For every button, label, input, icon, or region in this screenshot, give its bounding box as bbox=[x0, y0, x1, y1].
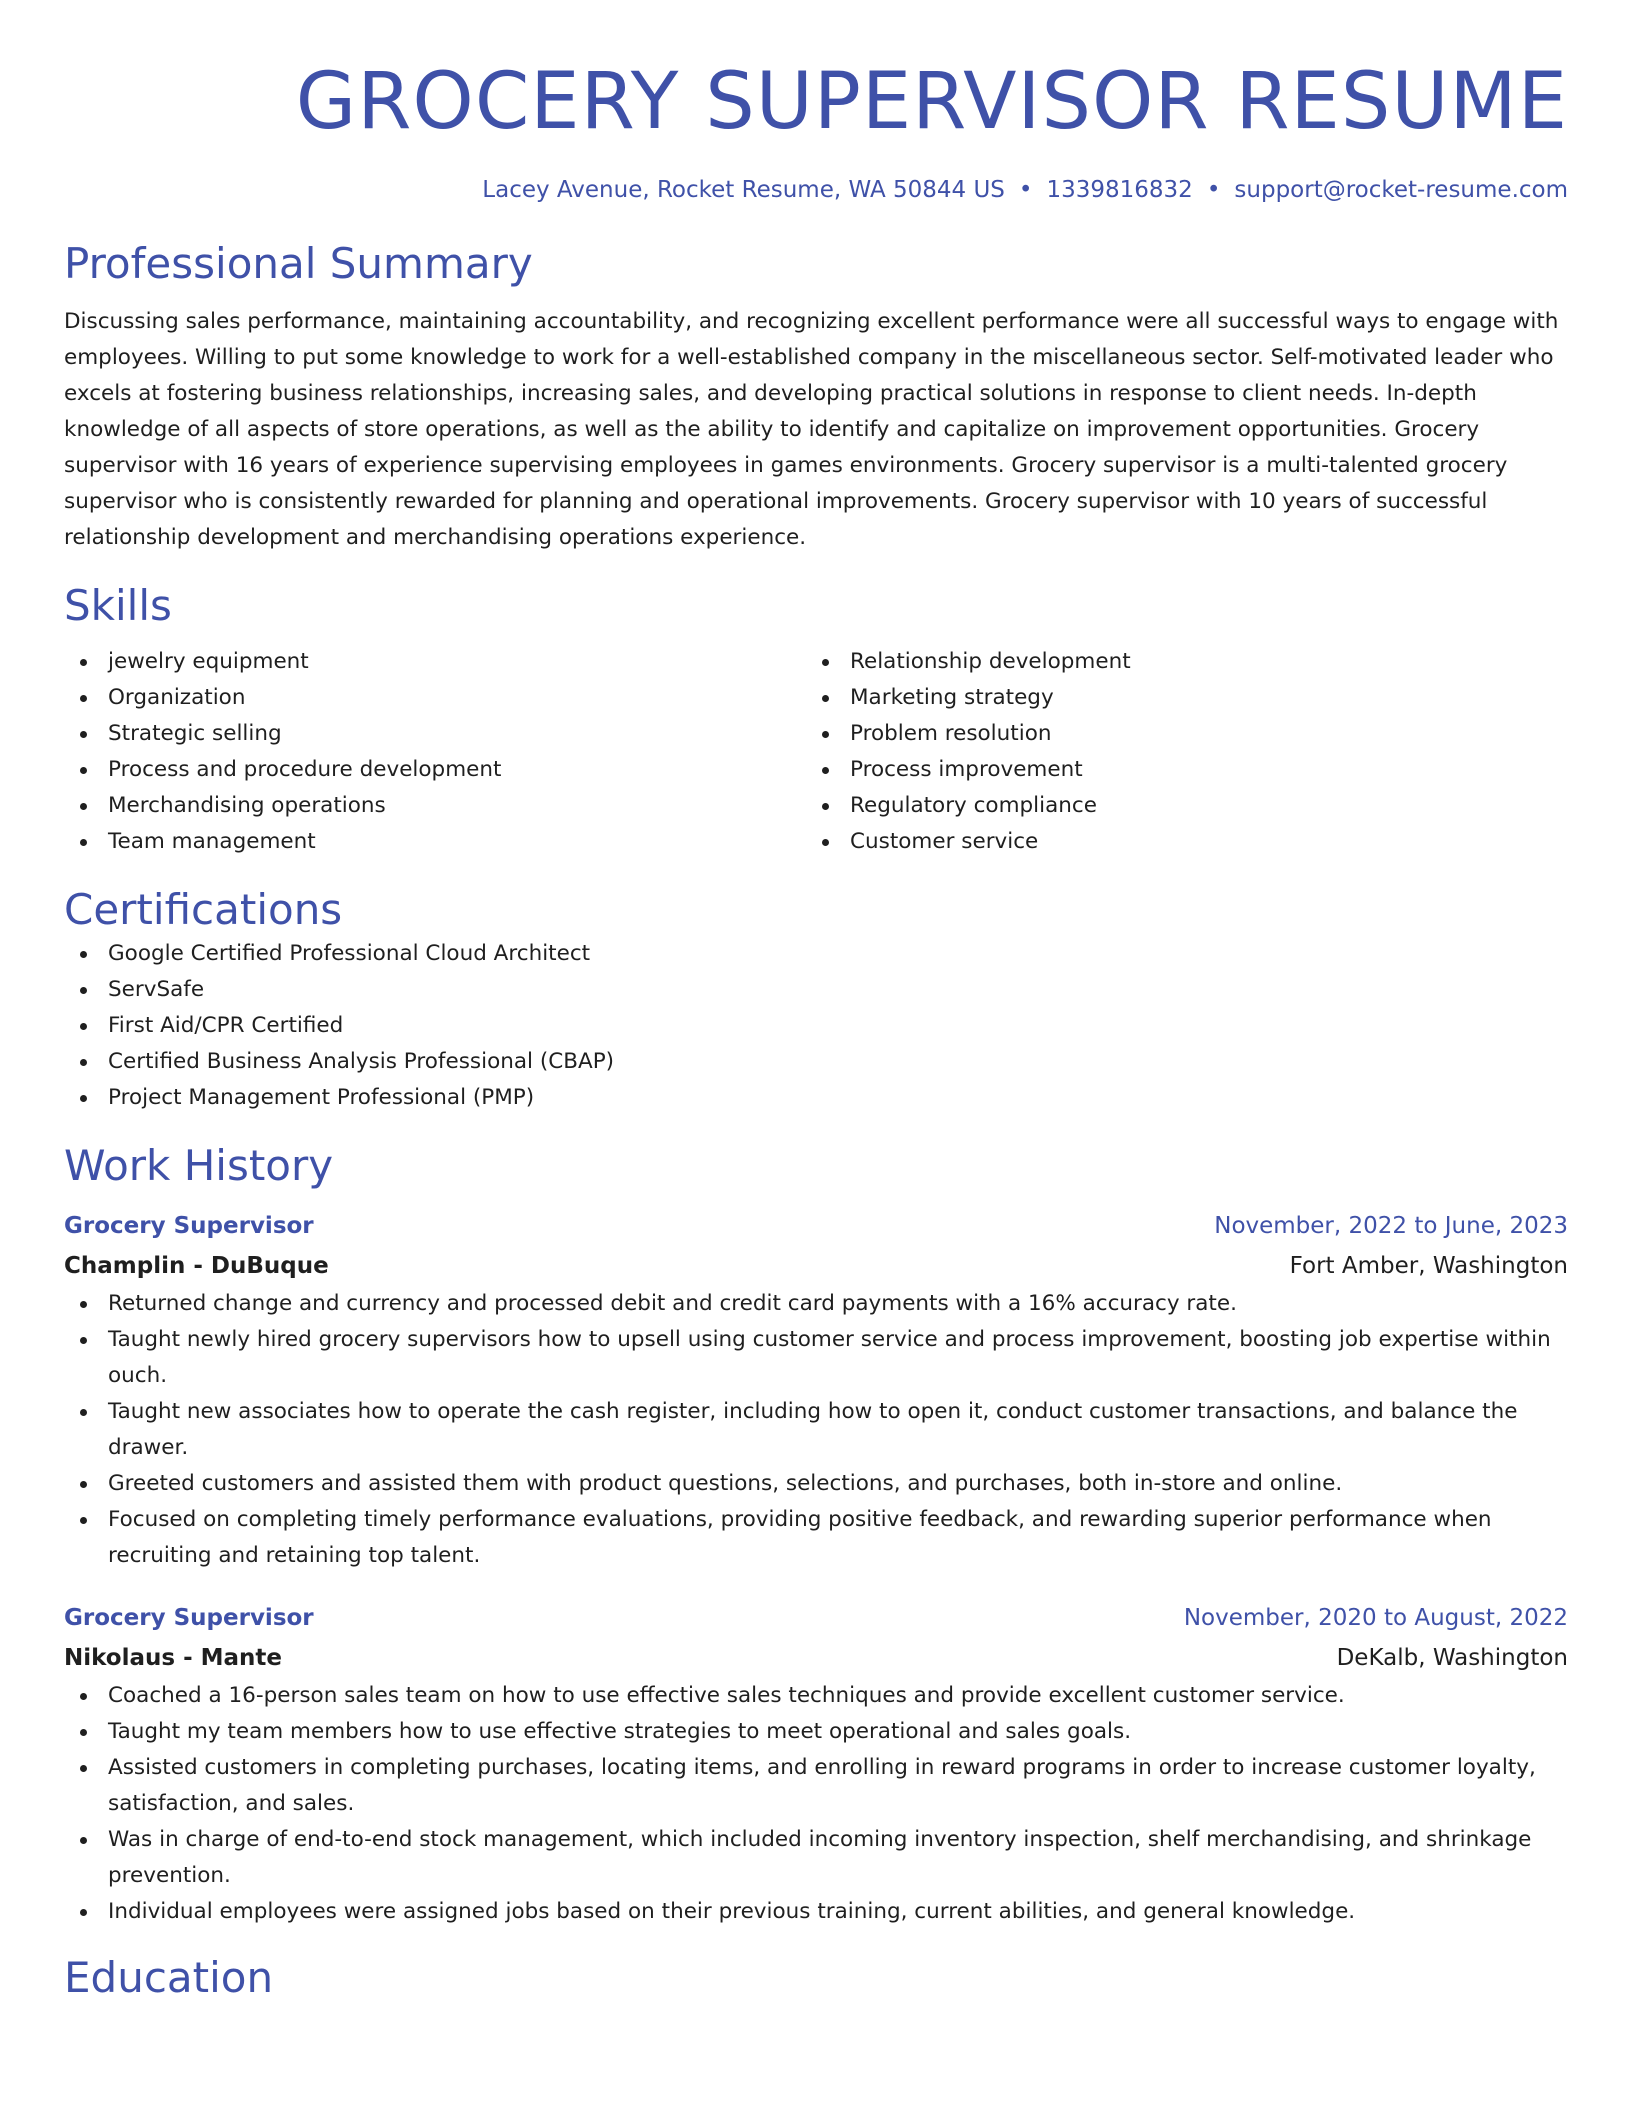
bullet-icon bbox=[80, 1059, 87, 1066]
bullet-icon bbox=[80, 767, 87, 774]
skill-item bbox=[64, 752, 806, 788]
job-duty-text: Was in charge of end-to-end stock management, which included incoming inventory inspection, shelf merchandising, and shrinkage prevention. bbox=[108, 1827, 1532, 1888]
skill-label: Relationship development bbox=[850, 649, 1131, 674]
job-location: DeKalb, Washington bbox=[1336, 1645, 1568, 1671]
job-duty-text: Coached a 16-person sales team on how to use effective sales techniques and provide excellent customer service. bbox=[108, 1683, 1345, 1708]
contact-address: Lacey Avenue, Rocket Resume, WA 50844 US bbox=[482, 177, 1005, 203]
certification-label: Project Management Professional (PMP) bbox=[108, 1085, 535, 1110]
education-heading: Education bbox=[64, 1953, 274, 2002]
contact-separator: • bbox=[1206, 177, 1221, 203]
skill-item bbox=[806, 716, 1568, 752]
job-duty-text: Greeted customers and assisted them with product questions, selections, and purchases, both in-store and online. bbox=[108, 1471, 1343, 1496]
bullet-icon bbox=[80, 1301, 87, 1308]
job-duty-item bbox=[64, 1894, 1568, 1930]
bullet-icon bbox=[80, 1095, 87, 1102]
certification-label: ServSafe bbox=[108, 977, 205, 1002]
skills-column-right bbox=[806, 644, 1568, 860]
job-duty-text: Taught my team members how to use effective strategies to meet operational and sales goals. bbox=[108, 1719, 1132, 1744]
bullet-icon bbox=[822, 767, 829, 774]
skills-list-right bbox=[806, 644, 1568, 860]
job-entry bbox=[64, 1206, 1568, 1574]
contact-email[interactable]: support@rocket-resume.com bbox=[1234, 177, 1568, 203]
skill-item bbox=[64, 716, 806, 752]
skills-list-left bbox=[64, 644, 806, 860]
job-duty-item bbox=[64, 1750, 1568, 1822]
bullet-icon bbox=[80, 1729, 87, 1736]
skill-label: Strategic selling bbox=[108, 721, 282, 746]
job-location: Fort Amber, Washington bbox=[1289, 1253, 1568, 1279]
job-duty-item bbox=[64, 1394, 1568, 1466]
job-duty-text: Taught newly hired grocery supervisors how to upsell using customer service and process improvement, boosting job expertise within ouch. bbox=[108, 1327, 1551, 1388]
skill-item bbox=[64, 788, 806, 824]
job-duty-item bbox=[64, 1286, 1568, 1322]
bullet-icon bbox=[80, 1765, 87, 1772]
job-title-row bbox=[64, 1598, 1568, 1638]
job-duty-item bbox=[64, 1322, 1568, 1394]
skill-item bbox=[806, 644, 1568, 680]
bullet-icon bbox=[80, 1517, 87, 1524]
job-company-row bbox=[64, 1638, 1568, 1678]
contact-line bbox=[64, 174, 1568, 206]
bullet-icon bbox=[80, 1337, 87, 1344]
job-title: Grocery Supervisor bbox=[64, 1605, 314, 1631]
job-duty-text: Assisted customers in completing purchases, locating items, and enrolling in reward programs in order to increase customer loyalty, satisfaction, and sales. bbox=[108, 1755, 1536, 1816]
bullet-icon bbox=[80, 1409, 87, 1416]
bullet-icon bbox=[80, 803, 87, 810]
bullet-icon bbox=[80, 1693, 87, 1700]
certifications-list bbox=[64, 936, 1568, 1116]
bullet-icon bbox=[80, 951, 87, 958]
skill-label: Process improvement bbox=[850, 757, 1083, 782]
skill-label: Team management bbox=[108, 829, 316, 854]
skills-grid bbox=[64, 644, 1568, 860]
bullet-icon bbox=[80, 1023, 87, 1030]
skill-item bbox=[64, 644, 806, 680]
skill-item bbox=[806, 752, 1568, 788]
certification-label: First Aid/CPR Certified bbox=[108, 1013, 344, 1038]
bullet-icon bbox=[80, 695, 87, 702]
skill-item bbox=[64, 824, 806, 860]
job-title: Grocery Supervisor bbox=[64, 1213, 314, 1239]
job-duty-item bbox=[64, 1714, 1568, 1750]
bullet-icon bbox=[822, 803, 829, 810]
job-company: Champlin - DuBuque bbox=[64, 1253, 329, 1279]
job-duty-item bbox=[64, 1502, 1568, 1574]
skill-label: Problem resolution bbox=[850, 721, 1052, 746]
contact-phone: 1339816832 bbox=[1046, 177, 1193, 203]
skill-label: jewelry equipment bbox=[108, 649, 309, 674]
bullet-icon bbox=[80, 839, 87, 846]
job-duty-item bbox=[64, 1822, 1568, 1894]
skill-item bbox=[806, 788, 1568, 824]
contact-separator: • bbox=[1018, 177, 1033, 203]
bullet-icon bbox=[80, 1837, 87, 1844]
job-duty-text: Individual employees were assigned jobs based on their previous training, current abilities, and general knowledge. bbox=[108, 1899, 1356, 1924]
bullet-icon bbox=[80, 731, 87, 738]
bullet-icon bbox=[822, 839, 829, 846]
work-history-heading: Work History bbox=[64, 1141, 334, 1190]
bullet-icon bbox=[80, 1481, 87, 1488]
job-entry bbox=[64, 1598, 1568, 1930]
job-duty-text: Focused on completing timely performance evaluations, providing positive feedback, and rewarding superior performance when recruiting and retaining top talent. bbox=[108, 1507, 1492, 1568]
job-dates: November, 2022 to June, 2023 bbox=[1214, 1213, 1568, 1239]
certifications-heading: Certifications bbox=[64, 885, 343, 934]
certification-label: Certified Business Analysis Professional (CBAP) bbox=[108, 1049, 615, 1074]
job-duty-item bbox=[64, 1466, 1568, 1502]
job-company: Nikolaus - Mante bbox=[64, 1645, 283, 1671]
bullet-icon bbox=[822, 695, 829, 702]
certification-item bbox=[64, 1044, 1568, 1080]
skill-item bbox=[806, 680, 1568, 716]
skills-column-left bbox=[64, 644, 806, 860]
certification-item bbox=[64, 936, 1568, 972]
summary-text: Discussing sales performance, maintaining accountability, and recognizing excellent performance were all successful ways to engage with employees. Willing to put some knowledge to work for a well-established company in the miscellaneous sector. Self-motivated leader who excels at fostering business relationships, increasing sales, and developing practical solutions in response to client needs. In-depth knowledge of all aspects of store operations, as well as the ability to identify and capitalize on improvement opportunities. Grocery supervisor with 16 years of experience supervising employees in games environments. Grocery supervisor is a multi-talented grocery supervisor who is consistently rewarded for planning and operational improvements. Grocery supervisor with 10 years of successful relationship development and merchandising operations experience. bbox=[64, 309, 1559, 550]
skill-label: Customer service bbox=[850, 829, 1039, 854]
job-title-row bbox=[64, 1206, 1568, 1246]
job-duties-list bbox=[64, 1286, 1568, 1574]
certification-item bbox=[64, 1080, 1568, 1116]
job-duty-text: Returned change and currency and processed debit and credit card payments with a 16% accuracy rate. bbox=[108, 1291, 1237, 1316]
skill-item bbox=[64, 680, 806, 716]
bullet-icon bbox=[80, 659, 87, 666]
job-company-row bbox=[64, 1246, 1568, 1286]
bullet-icon bbox=[80, 987, 87, 994]
skill-label: Organization bbox=[108, 685, 246, 710]
job-dates: November, 2020 to August, 2022 bbox=[1183, 1605, 1568, 1631]
skill-label: Marketing strategy bbox=[850, 685, 1054, 710]
bullet-icon bbox=[822, 659, 829, 666]
bullet-icon bbox=[822, 731, 829, 738]
skill-label: Merchandising operations bbox=[108, 793, 386, 818]
job-duties-list bbox=[64, 1678, 1568, 1930]
certification-item bbox=[64, 1008, 1568, 1044]
skill-item bbox=[806, 824, 1568, 860]
certification-item bbox=[64, 972, 1568, 1008]
certification-label: Google Certified Professional Cloud Architect bbox=[108, 941, 591, 966]
job-duty-text: Taught new associates how to operate the cash register, including how to open it, conduct customer transactions, and balance the drawer. bbox=[108, 1399, 1518, 1460]
skills-heading: Skills bbox=[64, 581, 172, 630]
skill-label: Process and procedure development bbox=[108, 757, 502, 782]
job-duty-item bbox=[64, 1678, 1568, 1714]
skill-label: Regulatory compliance bbox=[850, 793, 1097, 818]
summary-heading: Professional Summary bbox=[64, 239, 533, 288]
bullet-icon bbox=[80, 1909, 87, 1916]
resume-title: GROCERY SUPERVISOR RESUME bbox=[295, 57, 1568, 147]
